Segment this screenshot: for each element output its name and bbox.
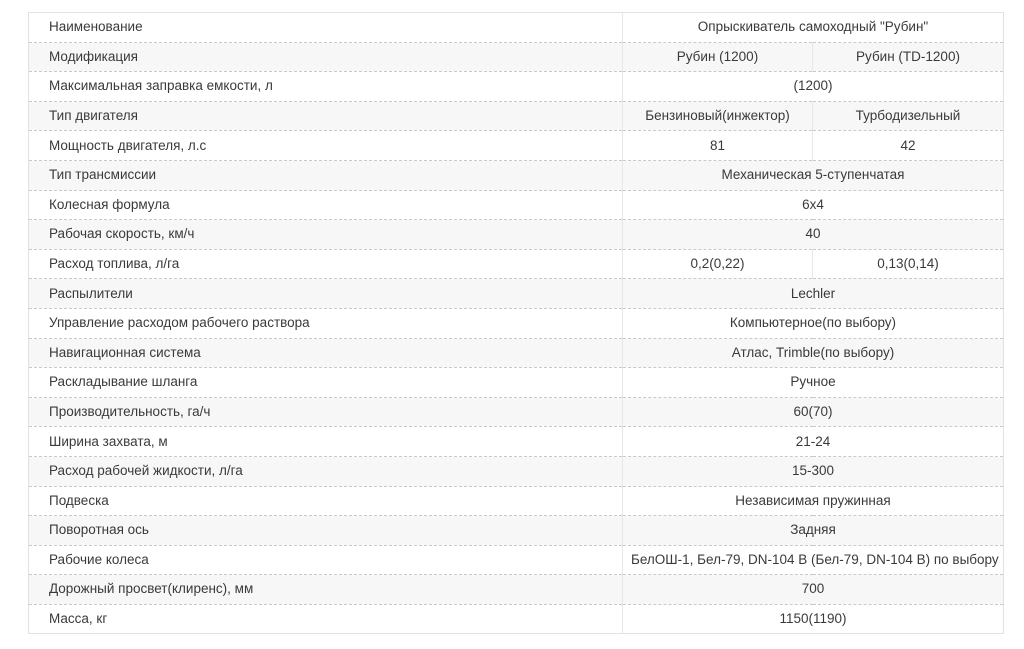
value-cell: 42 <box>813 131 1004 161</box>
param-label: Распылители <box>29 279 623 309</box>
table-row <box>29 13 1004 43</box>
param-label: Тип трансмиссии <box>29 160 623 190</box>
param-label: Колесная формула <box>29 190 623 220</box>
value-cell: 700 <box>623 575 1004 605</box>
value-cell: Атлас, Trimble(по выбору) <box>623 338 1004 368</box>
table-row <box>29 308 1004 338</box>
specs-table-container <box>28 12 1004 634</box>
value-cell: 1150(1190) <box>623 604 1004 634</box>
table-row <box>29 427 1004 457</box>
table-row <box>29 456 1004 486</box>
table-row <box>29 604 1004 634</box>
value-cell: Бензиновый(инжектор) <box>623 101 813 131</box>
param-label: Масса, кг <box>29 604 623 634</box>
param-label: Расход топлива, л/га <box>29 249 623 279</box>
specs-table <box>28 12 1004 634</box>
table-row <box>29 279 1004 309</box>
table-row <box>29 575 1004 605</box>
value-cell: 40 <box>623 220 1004 250</box>
table-row <box>29 397 1004 427</box>
value-cell: 60(70) <box>623 397 1004 427</box>
param-label: Мощность двигателя, л.с <box>29 131 623 161</box>
value-cell: Компьютерное(по выбору) <box>623 308 1004 338</box>
value-cell: 15-300 <box>623 456 1004 486</box>
table-row <box>29 368 1004 398</box>
table-row <box>29 516 1004 546</box>
value-cell: Турбодизельный <box>813 101 1004 131</box>
value-cell: 81 <box>623 131 813 161</box>
table-row <box>29 190 1004 220</box>
param-label: Расход рабочей жидкости, л/га <box>29 456 623 486</box>
param-label: Подвеска <box>29 486 623 516</box>
table-row <box>29 486 1004 516</box>
value-cell: Lechler <box>623 279 1004 309</box>
value-cell: Рубин (1200) <box>623 42 813 72</box>
param-label: Дорожный просвет(клиренс), мм <box>29 575 623 605</box>
value-cell: (1200) <box>623 72 1004 102</box>
value-cell: Рубин (TD-1200) <box>813 42 1004 72</box>
table-row <box>29 72 1004 102</box>
value-cell: 21-24 <box>623 427 1004 457</box>
param-label: Модификация <box>29 42 623 72</box>
table-row <box>29 220 1004 250</box>
param-label: Наименование <box>29 13 623 43</box>
table-row <box>29 160 1004 190</box>
value-cell: 0,2(0,22) <box>623 249 813 279</box>
specs-table-body <box>29 13 1004 634</box>
value-cell: Задняя <box>623 516 1004 546</box>
param-label: Управление расходом рабочего раствора <box>29 308 623 338</box>
value-cell: 0,13(0,14) <box>813 249 1004 279</box>
param-label: Тип двигателя <box>29 101 623 131</box>
table-row <box>29 101 1004 131</box>
value-cell: БелОШ-1, Бел-79, DN-104 B (Бел-79, DN-104 B) по выбору <box>623 545 1004 575</box>
table-row <box>29 545 1004 575</box>
table-row <box>29 338 1004 368</box>
table-row <box>29 131 1004 161</box>
param-label: Ширина захвата, м <box>29 427 623 457</box>
param-label: Производительность, га/ч <box>29 397 623 427</box>
value-cell: Опрыскиватель самоходный "Рубин" <box>623 13 1004 43</box>
param-label: Рабочая скорость, км/ч <box>29 220 623 250</box>
param-label: Максимальная заправка емкости, л <box>29 72 623 102</box>
value-cell: 6x4 <box>623 190 1004 220</box>
table-row <box>29 42 1004 72</box>
param-label: Поворотная ось <box>29 516 623 546</box>
value-cell: Ручное <box>623 368 1004 398</box>
table-row <box>29 249 1004 279</box>
param-label: Навигационная система <box>29 338 623 368</box>
param-label: Рабочие колеса <box>29 545 623 575</box>
value-cell: Механическая 5-ступенчатая <box>623 160 1004 190</box>
param-label: Раскладывание шланга <box>29 368 623 398</box>
value-cell: Независимая пружинная <box>623 486 1004 516</box>
